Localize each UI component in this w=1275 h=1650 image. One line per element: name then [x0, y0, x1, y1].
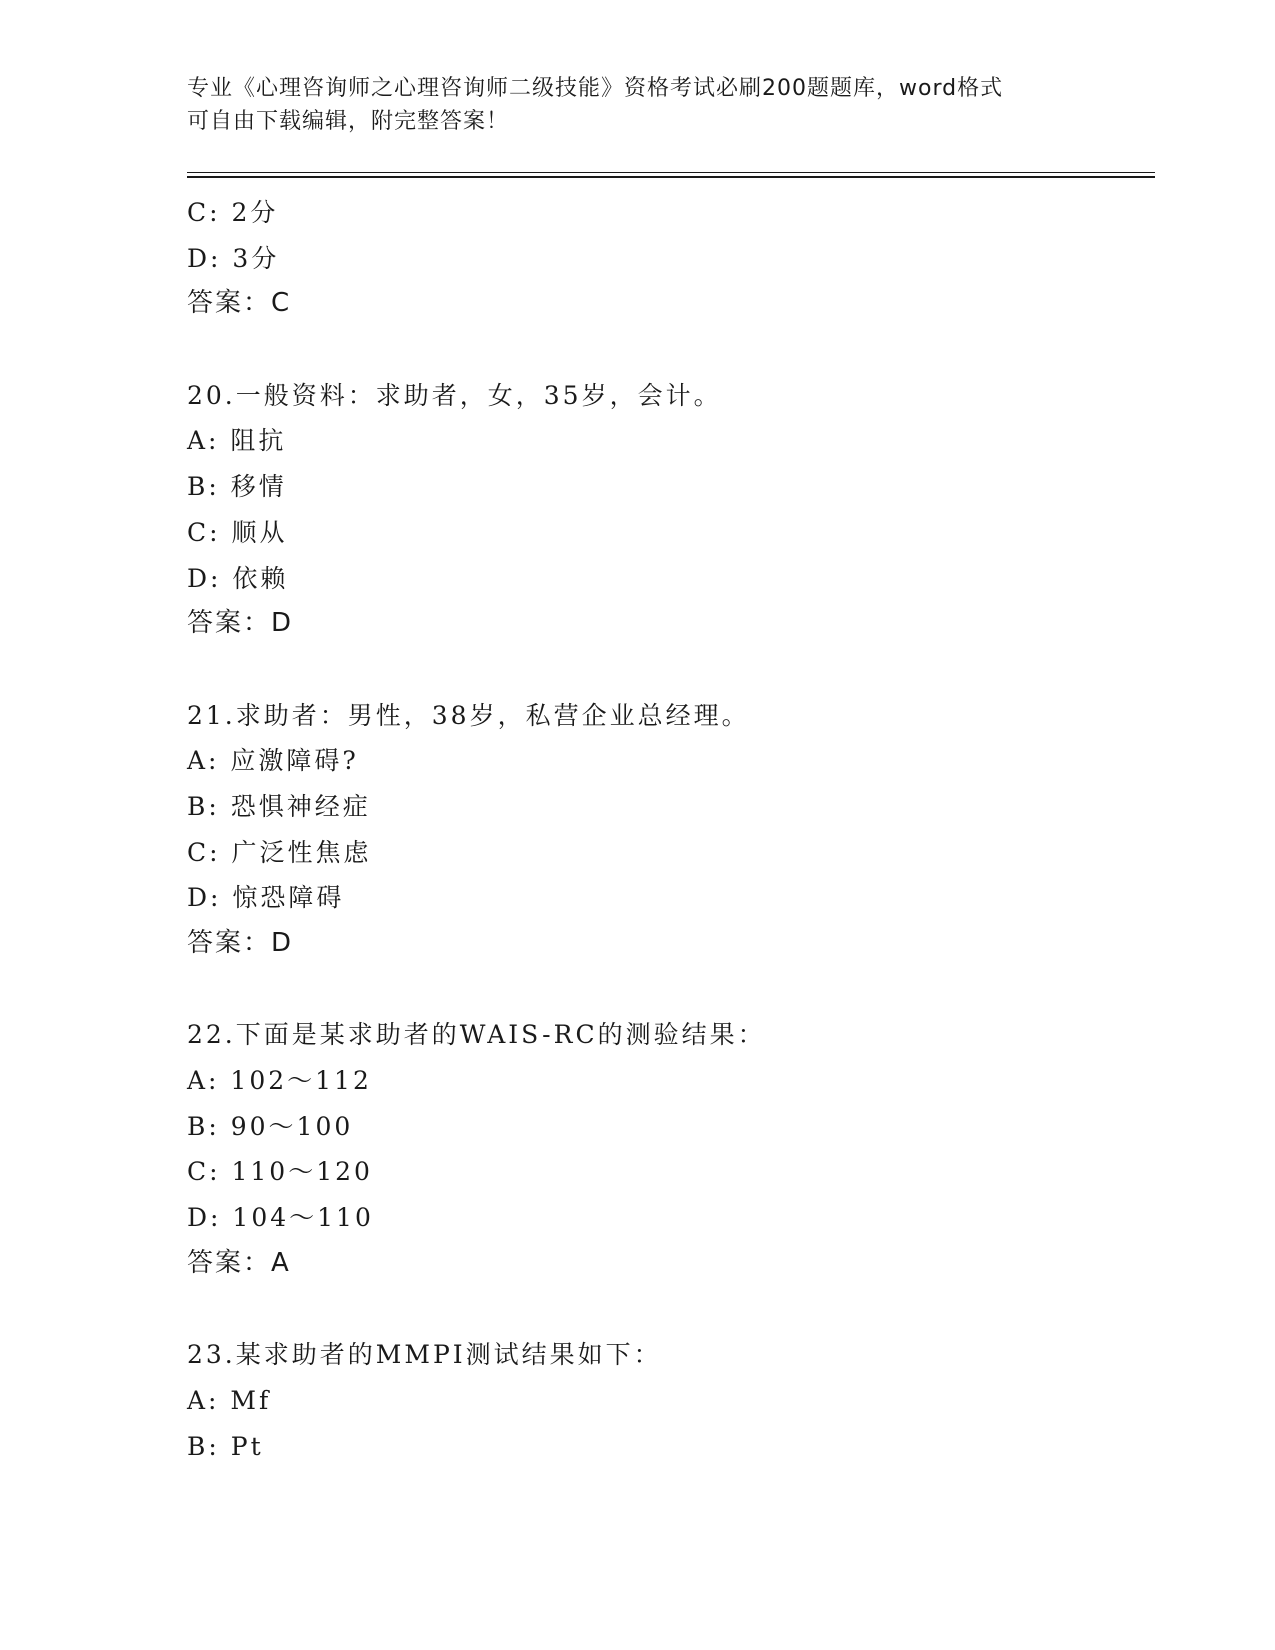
spacer: [187, 327, 1155, 373]
option-d: D: 惊恐障碍: [187, 883, 345, 913]
question-stem: 21.求助者：男性，38岁，私营企业总经理。: [187, 700, 750, 730]
option-c: C: 广泛性焦虑: [187, 837, 372, 867]
option-d: D: 104～110: [187, 1203, 374, 1233]
question-stem: 23.某求助者的MMPI测试结果如下：: [187, 1340, 662, 1370]
document-header: [187, 72, 1087, 138]
header-rule-thin: [187, 172, 1155, 173]
spacer: [187, 967, 1155, 1013]
option-d: D: 依赖: [187, 563, 289, 593]
option-a: A: Mf: [187, 1385, 272, 1415]
option-c: C: 110～120: [187, 1157, 373, 1187]
header-rule-thick: [187, 176, 1155, 178]
option-c: C: 2分: [187, 198, 279, 227]
answer-line: 答案：D: [187, 928, 294, 958]
question-block-19: [187, 190, 1155, 327]
spacer: [187, 647, 1155, 693]
option-a: A: 阻抗: [187, 426, 287, 456]
option-c: C: 顺从: [187, 517, 288, 547]
answer-line: 答案：A: [187, 1247, 291, 1278]
header-line-2: 可自由下载编辑，附完整答案！: [187, 109, 510, 134]
option-b: B: 恐惧神经症: [187, 791, 371, 821]
option-b: B: Pt: [187, 1431, 264, 1461]
option-d: D: 3分: [187, 243, 280, 273]
option-a: A: 102～112: [187, 1066, 372, 1096]
spacer: [187, 1287, 1155, 1333]
question-stem: 22.下面是某求助者的WAIS-RC的测验结果：: [187, 1020, 766, 1050]
option-a: A: 应激障碍?: [187, 746, 359, 776]
answer-line: 答案：C: [187, 288, 292, 319]
option-b: B: 90～100: [187, 1111, 354, 1141]
answer-line: 答案：D: [187, 608, 294, 639]
question-stem: 20.一般资料：求助者，女，35岁，会计。: [187, 380, 722, 410]
question-block-23: [187, 1332, 1155, 1469]
question-list: [187, 190, 1155, 1469]
header-line-1: 专业《心理咨询师之心理咨询师二级技能》资格考试必刷200题题库，word格式: [187, 76, 1004, 101]
question-block-22: [187, 1012, 1155, 1286]
option-b: B: 移情: [187, 472, 287, 502]
question-block-20: [187, 373, 1155, 647]
question-block-21: [187, 693, 1155, 967]
